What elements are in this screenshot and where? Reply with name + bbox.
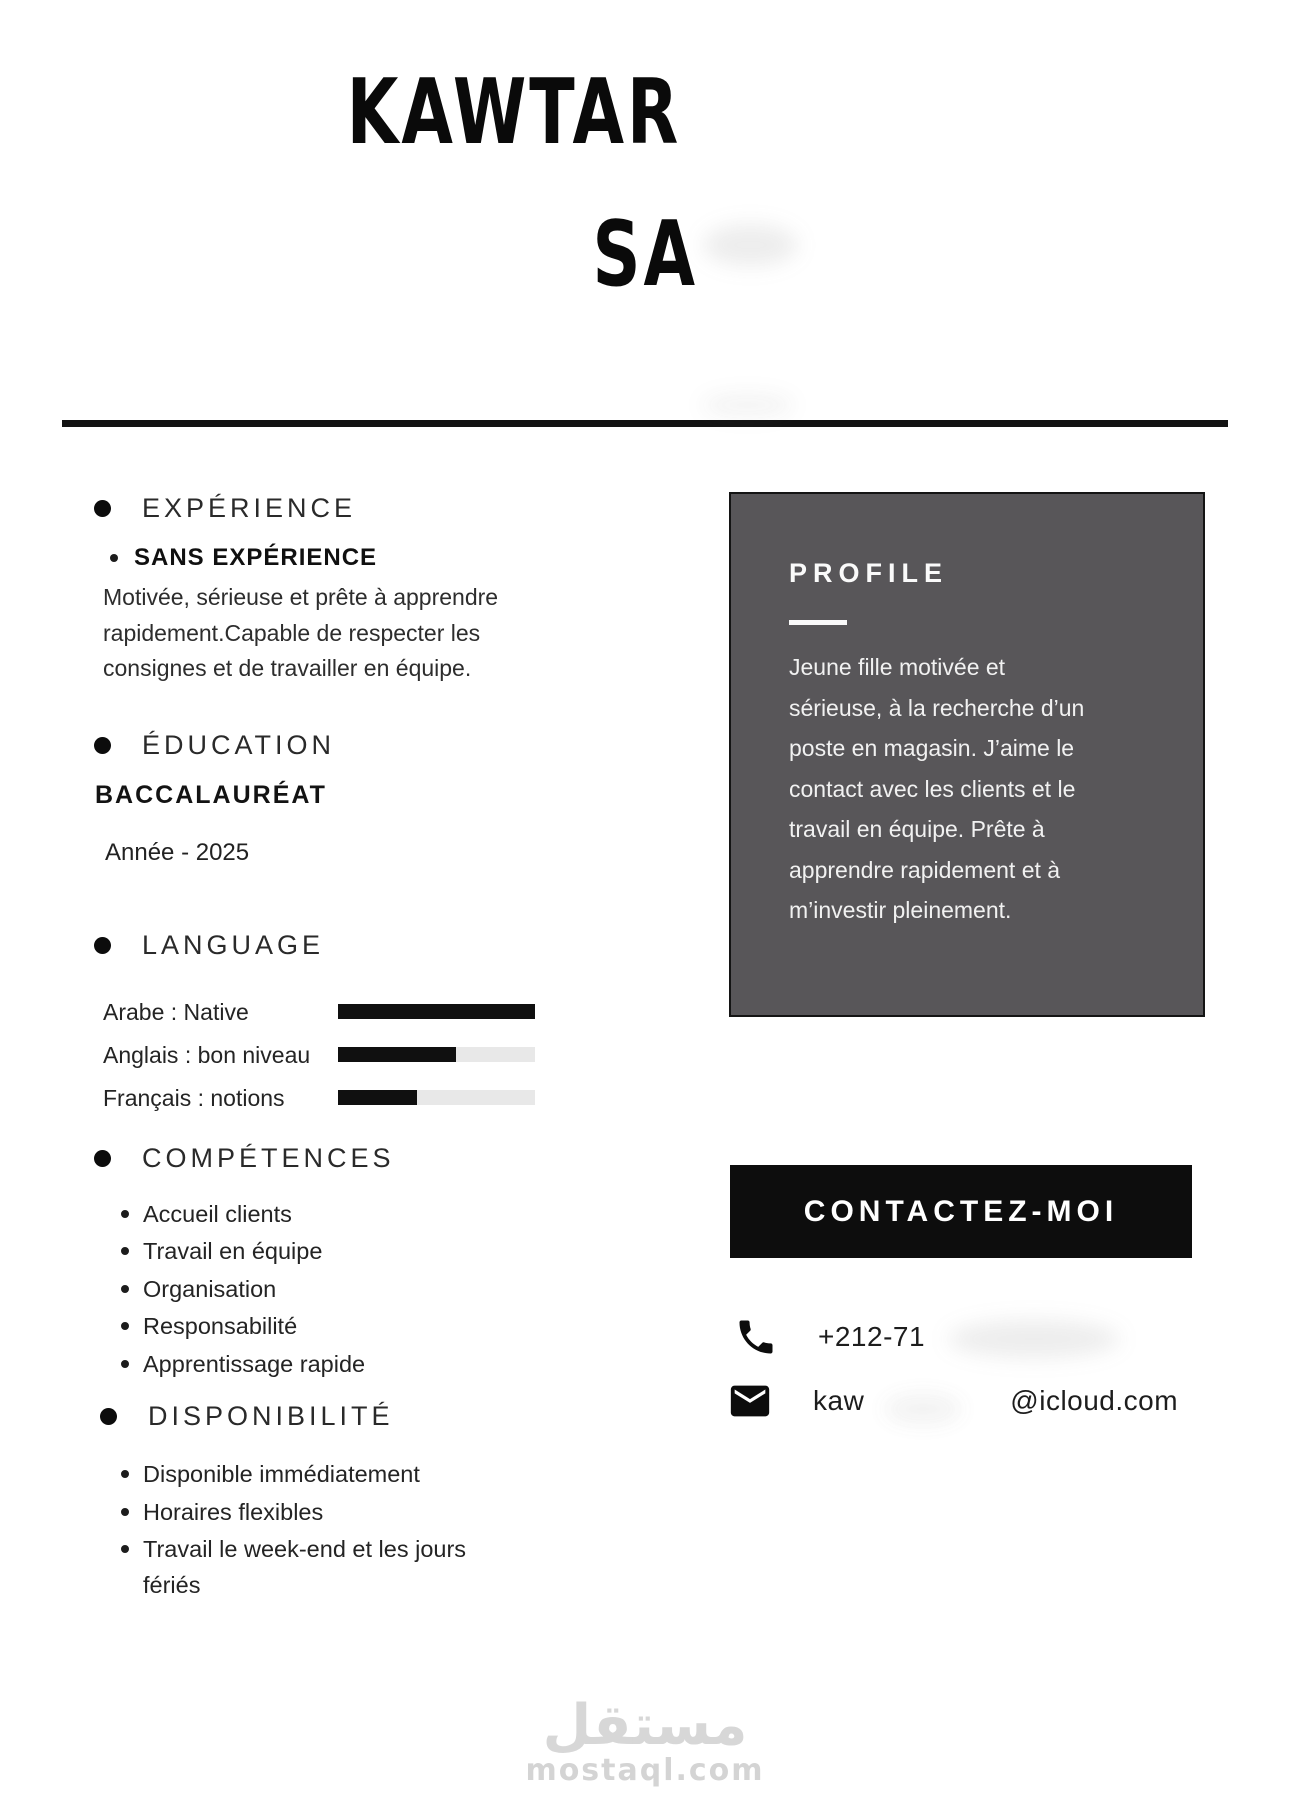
header-divider [62, 420, 1228, 427]
list-item: Organisation [121, 1271, 365, 1308]
language-row [103, 1041, 535, 1069]
profile-text: Jeune fille motivée et sérieuse, à la recherche d’un poste en magasin. J’aime le contact avec les clients et le travail en équipe. Prête à apprendre rapidement et à m’investir pleinement. [789, 654, 1085, 923]
name-first-line [0, 60, 1159, 165]
erased-smudge [703, 224, 798, 266]
bullet-icon [94, 500, 111, 517]
contact-banner-label: CONTACTEZ-MOI [803, 1194, 1119, 1228]
bullet-icon [94, 737, 111, 754]
list-item: Travail en équipe [121, 1233, 365, 1270]
competences-heading [94, 1143, 395, 1174]
language-level-fill [338, 1090, 417, 1105]
phone-number: +212-71 [818, 1321, 926, 1352]
phone-icon [734, 1315, 778, 1359]
list-item: Responsabilité [121, 1308, 365, 1345]
experience-heading [94, 493, 356, 524]
bullet-icon [94, 937, 111, 954]
language-heading [94, 930, 324, 961]
experience-subheading [110, 544, 377, 572]
experience-title: EXPÉRIENCE [142, 493, 357, 523]
language-level-bar [338, 1004, 535, 1019]
profile-underline [789, 620, 847, 625]
mail-icon [727, 1378, 773, 1424]
profile-title: PROFILE [789, 558, 949, 588]
education-degree: BACCALAURÉAT [95, 781, 327, 809]
email-user: kaw [813, 1385, 865, 1416]
watermark-arabic: مستقل [542, 1693, 748, 1758]
erased-smudge [948, 1320, 1120, 1358]
list-item: Apprentissage rapide [121, 1346, 365, 1383]
education-heading [94, 730, 335, 761]
last-name: SA [592, 202, 698, 307]
list-item: Disponible immédiatement [121, 1456, 503, 1492]
contact-banner [730, 1165, 1192, 1258]
disponibilite-heading [100, 1401, 394, 1432]
watermark [0, 1693, 1290, 1788]
competences-title: COMPÉTENCES [142, 1143, 395, 1173]
language-label: Anglais : bon niveau [103, 1042, 311, 1068]
list-item: Horaires flexibles [121, 1494, 503, 1530]
email-domain: @icloud.com [1010, 1385, 1179, 1416]
watermark-latin: mostaql.com [525, 1753, 765, 1788]
language-row [103, 998, 535, 1026]
profile-box [729, 492, 1205, 1017]
competences-list [121, 1196, 365, 1383]
education-year: Année - 2025 [105, 839, 250, 866]
language-level-fill [338, 1047, 456, 1062]
bullet-icon [100, 1408, 117, 1425]
language-level-bar [338, 1047, 535, 1062]
language-title: LANGUAGE [142, 930, 325, 960]
experience-subtitle: SANS EXPÉRIENCE [134, 544, 378, 571]
first-name: KAWTAR [346, 60, 682, 165]
phone-row [734, 1315, 925, 1359]
education-title: ÉDUCATION [142, 730, 336, 760]
list-item: Accueil clients [121, 1196, 365, 1233]
experience-description: Motivée, sérieuse et prête à apprendre rapidement.Capable de respecter les consignes et de travailler en équipe. [103, 584, 499, 681]
bullet-icon [94, 1150, 111, 1167]
language-row [103, 1084, 535, 1112]
erased-smudge [700, 392, 795, 418]
language-level-bar [338, 1090, 535, 1105]
disponibilite-title: DISPONIBILITÉ [148, 1401, 394, 1431]
list-item: Travail le week-end et les jours fériés [121, 1531, 503, 1603]
disponibilite-list [121, 1456, 503, 1605]
language-level-fill [338, 1004, 535, 1019]
language-label: Français : notions [103, 1085, 285, 1111]
name-last-line [0, 202, 1290, 307]
erased-smudge [884, 1394, 962, 1424]
language-label: Arabe : Native [103, 999, 249, 1025]
bullet-icon [110, 554, 118, 562]
